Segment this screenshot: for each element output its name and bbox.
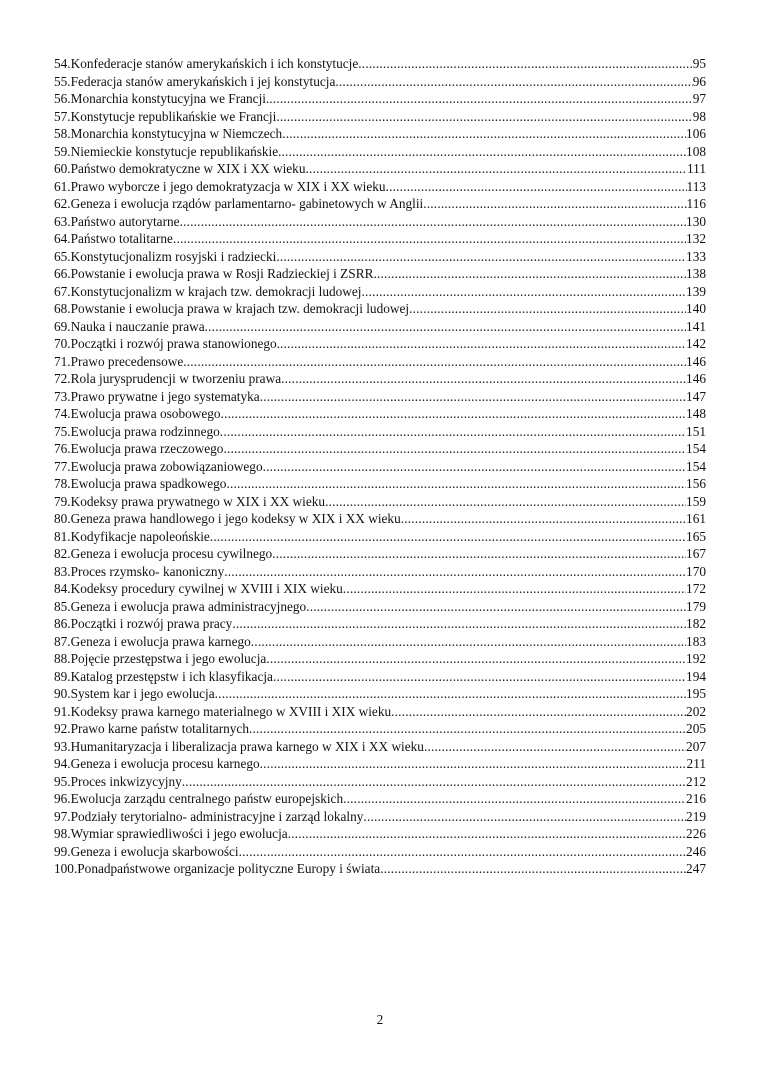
toc-dot-leader xyxy=(215,685,686,703)
toc-entry-page: 219 xyxy=(686,808,706,824)
toc-entry xyxy=(54,790,706,808)
toc-entry xyxy=(54,493,706,511)
toc-entry-title: 64.Państwo totalitarne xyxy=(54,231,173,246)
page-number: 2 xyxy=(376,1012,384,1027)
toc-entry xyxy=(54,703,706,721)
toc-entry xyxy=(54,125,706,143)
toc-dot-leader xyxy=(221,405,687,423)
toc-entry-page: 95 xyxy=(692,56,706,71)
toc-dot-leader xyxy=(276,248,686,266)
toc-entry xyxy=(54,90,706,108)
toc-entry-title: 56.Monarchia konstytucyjna we Francji. xyxy=(54,91,270,106)
table-of-contents xyxy=(54,55,706,878)
toc-entry-page: 211 xyxy=(686,756,706,771)
toc-entry xyxy=(54,370,706,388)
toc-entry-title: 69.Nauka i nauczanie prawa xyxy=(54,318,205,334)
toc-entry xyxy=(54,423,706,441)
toc-entry-page: 182 xyxy=(686,616,706,631)
toc-dot-leader xyxy=(269,90,692,108)
toc-entry-title: 99.Geneza i ewolucja skarbowości xyxy=(54,843,239,859)
toc-entry-page: 179 xyxy=(686,598,706,614)
toc-entry-title: 92.Prawo karne państw totalitarnych xyxy=(54,721,249,736)
toc-dot-leader xyxy=(306,598,686,616)
toc-entry-title: 59.Niemieckie konstytucje republikańskie. xyxy=(54,143,282,159)
toc-entry xyxy=(54,668,706,686)
toc-dot-leader xyxy=(363,808,686,826)
toc-entry-title: 77.Ewolucja prawa zobowiązaniowego xyxy=(54,458,263,474)
toc-entry-title: 87.Geneza i ewolucja prawa karnego xyxy=(54,633,251,649)
toc-entry xyxy=(54,265,706,283)
toc-entry-title: 62.Geneza i ewolucja rządów parlamentarno- gabinetowych w Anglii xyxy=(54,196,424,211)
toc-entry-page: 140 xyxy=(686,301,706,316)
toc-dot-leader xyxy=(223,440,686,458)
toc-entry-page: 130 xyxy=(686,213,706,229)
toc-entry xyxy=(54,248,706,266)
toc-dot-leader xyxy=(263,458,686,476)
toc-entry-page: 133 xyxy=(686,248,706,264)
toc-dot-leader xyxy=(224,563,686,581)
toc-entry xyxy=(54,458,706,476)
toc-dot-leader xyxy=(173,230,686,248)
toc-entry-title: 65.Konstytucjonalizm rosyjski i radziecki xyxy=(54,248,277,264)
toc-entry xyxy=(54,650,706,668)
toc-dot-leader xyxy=(325,493,686,511)
toc-entry-page: 192 xyxy=(686,651,706,666)
toc-entry-title: 83.Proces rzymsko- kanoniczny xyxy=(54,563,225,579)
toc-entry-page: 246 xyxy=(686,843,706,859)
toc-entry xyxy=(54,773,706,791)
toc-entry-title: 72.Rola jurysprudencji w tworzeniu prawa xyxy=(54,371,282,386)
toc-entry-page: 156 xyxy=(686,476,706,491)
toc-entry xyxy=(54,808,706,826)
toc-entry-page: 132 xyxy=(686,231,706,246)
toc-entry-page: 183 xyxy=(686,633,706,649)
toc-entry-title: 68.Powstanie i ewolucja prawa w krajach tzw. demokracji ludowej xyxy=(54,301,410,316)
toc-entry-title: 86.Początki i rozwój prawa pracy xyxy=(54,616,233,631)
toc-entry-title: 81.Kodyfikacje napoleońskie xyxy=(54,528,210,544)
toc-entry-page: 147 xyxy=(686,388,706,404)
toc-dot-leader xyxy=(183,353,686,371)
toc-entry-page: 146 xyxy=(686,371,706,386)
toc-entry-page: 96 xyxy=(692,73,706,89)
toc-entry xyxy=(54,388,706,406)
toc-entry-page: 170 xyxy=(686,563,706,579)
toc-dot-leader xyxy=(281,143,686,161)
toc-entry-title: 67.Konstytucjonalizm w krajach tzw. demokracji ludowej xyxy=(54,283,362,299)
toc-entry-title: 78.Ewolucja prawa spadkowego xyxy=(54,476,227,491)
toc-entry xyxy=(54,335,706,353)
toc-entry xyxy=(54,633,706,651)
toc-entry xyxy=(54,545,706,563)
toc-entry-page: 226 xyxy=(686,826,706,841)
toc-entry xyxy=(54,73,706,91)
toc-entry-page: 165 xyxy=(686,528,706,544)
toc-entry-page: 159 xyxy=(686,493,706,509)
toc-entry xyxy=(54,300,706,318)
toc-dot-leader xyxy=(282,125,686,143)
toc-entry-title: 98.Wymiar sprawiedliwości i jego ewolucja xyxy=(54,826,288,841)
toc-entry xyxy=(54,580,706,598)
toc-dot-leader xyxy=(180,213,686,231)
toc-entry xyxy=(54,563,706,581)
toc-entry-page: 247 xyxy=(686,861,706,876)
toc-entry-page: 207 xyxy=(686,738,706,754)
toc-dot-leader xyxy=(280,335,686,353)
toc-entry-title: 97.Podziały terytorialno- administracyjne i zarząd lokalny xyxy=(54,808,364,824)
toc-dot-leader xyxy=(220,423,686,441)
toc-dot-leader xyxy=(343,580,686,598)
toc-dot-leader xyxy=(182,773,686,791)
toc-dot-leader xyxy=(260,755,687,773)
toc-dot-leader xyxy=(343,790,686,808)
toc-dot-leader xyxy=(251,633,686,651)
toc-entry xyxy=(54,598,706,616)
toc-entry xyxy=(54,195,706,213)
toc-dot-leader xyxy=(361,283,686,301)
toc-entry-title: 66.Powstanie i ewolucja prawa w Rosji Radzieckiej i ZSRR xyxy=(54,266,374,281)
toc-dot-leader xyxy=(276,108,692,126)
toc-entry-title: 79.Kodeksy prawa prywatnego w XIX i XX wieku xyxy=(54,493,326,509)
toc-entry-title: 80.Geneza prawa handlowego i jego kodeksy w XIX i XX wieku xyxy=(54,511,401,526)
toc-dot-leader xyxy=(273,668,686,686)
toc-entry-page: 154 xyxy=(686,441,706,456)
toc-entry xyxy=(54,318,706,336)
toc-entry-title: 89.Katalog przestępstw i ich klasyfikacja xyxy=(54,668,273,684)
toc-entry xyxy=(54,755,706,773)
toc-entry-page: 216 xyxy=(686,791,706,806)
toc-entry-title: 55.Federacja stanów amerykańskich i jej konstytucja xyxy=(54,73,336,89)
toc-entry-title: 93.Humanitaryzacja i liberalizacja prawa karnego w XIX i XX wieku xyxy=(54,738,424,754)
toc-entry-page: 205 xyxy=(686,721,706,736)
toc-dot-leader xyxy=(423,195,686,213)
toc-entry-title: 96.Ewolucja zarządu centralnego państw europejskich xyxy=(54,791,344,806)
toc-entry-title: 76.Ewolucja prawa rzeczowego xyxy=(54,441,224,456)
toc-entry xyxy=(54,55,706,73)
toc-entry-page: 167 xyxy=(686,546,706,561)
toc-entry-title: 58.Monarchia konstytucyjna w Niemczech xyxy=(54,126,283,141)
toc-dot-leader xyxy=(424,738,686,756)
toc-entry xyxy=(54,720,706,738)
toc-entry-title: 95.Proces inkwizycyjny xyxy=(54,773,182,789)
toc-dot-leader xyxy=(210,528,686,546)
toc-entry xyxy=(54,843,706,861)
toc-dot-leader xyxy=(226,475,686,493)
toc-entry-page: 202 xyxy=(686,703,706,719)
toc-entry xyxy=(54,353,706,371)
toc-dot-leader xyxy=(373,265,686,283)
toc-entry-page: 116 xyxy=(686,196,706,211)
toc-entry-page: 195 xyxy=(686,686,706,701)
toc-entry-title: 71.Prawo precedensowe xyxy=(54,353,184,369)
toc-entry-page: 97 xyxy=(692,91,706,106)
toc-entry-page: 172 xyxy=(686,581,706,596)
toc-entry xyxy=(54,738,706,756)
toc-entry-page: 111 xyxy=(687,161,706,176)
toc-dot-leader xyxy=(239,843,686,861)
toc-dot-leader xyxy=(409,300,686,318)
toc-entry-page: 161 xyxy=(686,511,706,526)
toc-entry-title: 85.Geneza i ewolucja prawa administracyjnego xyxy=(54,598,307,614)
toc-entry-title: 84.Kodeksy procedury cywilnej w XVIII i XIX wieku xyxy=(54,581,343,596)
toc-dot-leader xyxy=(305,160,687,178)
toc-entry xyxy=(54,213,706,231)
toc-entry-title: 57.Konstytucje republikańskie we Francji xyxy=(54,108,277,124)
toc-dot-leader xyxy=(272,545,686,563)
toc-entry-title: 90.System kar i jego ewolucja xyxy=(54,686,215,701)
toc-entry-title: 75.Ewolucja prawa rodzinnego xyxy=(54,423,220,439)
toc-entry-title: 70.Początki i rozwój prawa stanowionego. xyxy=(54,336,280,351)
toc-entry-page: 142 xyxy=(686,336,706,351)
toc-entry-page: 151 xyxy=(686,423,706,439)
toc-entry-title: 54.Konfederacje stanów amerykańskich i ich konstytucje xyxy=(54,56,359,71)
toc-dot-leader xyxy=(401,510,686,528)
toc-dot-leader xyxy=(358,55,692,73)
toc-dot-leader xyxy=(386,178,687,196)
toc-entry-title: 60.Państwo demokratyczne w XIX i XX wieku xyxy=(54,161,306,176)
toc-entry-title: 61.Prawo wyborcze i jego demokratyzacja w XIX i XX wieku xyxy=(54,178,386,194)
toc-dot-leader xyxy=(380,860,686,878)
toc-entry xyxy=(54,510,706,528)
toc-entry-page: 139 xyxy=(686,283,706,299)
toc-dot-leader xyxy=(249,720,686,738)
toc-entry-page: 108 xyxy=(686,143,706,159)
toc-dot-leader xyxy=(391,703,686,721)
toc-entry-page: 146 xyxy=(686,353,706,369)
toc-entry xyxy=(54,405,706,423)
toc-entry-page: 113 xyxy=(686,178,706,194)
toc-entry xyxy=(54,283,706,301)
toc-entry xyxy=(54,615,706,633)
toc-entry-page: 154 xyxy=(686,458,706,474)
toc-entry-title: 88.Pojęcie przestępstwa i jego ewolucja xyxy=(54,651,267,666)
toc-entry xyxy=(54,860,706,878)
toc-dot-leader xyxy=(266,650,686,668)
toc-entry xyxy=(54,825,706,843)
toc-entry xyxy=(54,528,706,546)
toc-entry-title: 63.Państwo autorytarne xyxy=(54,213,180,229)
toc-entry-page: 141 xyxy=(686,318,706,334)
toc-entry-page: 106 xyxy=(686,126,706,141)
toc-dot-leader xyxy=(335,73,692,91)
toc-entry-page: 98 xyxy=(692,108,706,124)
toc-entry-page: 194 xyxy=(686,668,706,684)
toc-entry xyxy=(54,178,706,196)
toc-entry xyxy=(54,230,706,248)
toc-entry xyxy=(54,475,706,493)
toc-dot-leader xyxy=(232,615,686,633)
toc-dot-leader xyxy=(260,388,686,406)
toc-entry-title: 100.Ponadpaństwowe organizacje polityczne Europy i świata xyxy=(54,861,381,876)
toc-entry xyxy=(54,160,706,178)
toc-entry-page: 148 xyxy=(686,406,706,421)
toc-entry xyxy=(54,143,706,161)
toc-entry-title: 91.Kodeksy prawa karnego materialnego w XVIII i XIX wieku xyxy=(54,703,392,719)
toc-entry xyxy=(54,108,706,126)
toc-entry xyxy=(54,685,706,703)
toc-entry-page: 138 xyxy=(686,266,706,281)
toc-entry-page: 212 xyxy=(686,773,706,789)
toc-dot-leader xyxy=(281,370,686,388)
toc-entry-title: 82.Geneza i ewolucja procesu cywilnego xyxy=(54,546,273,561)
toc-entry-title: 94.Geneza i ewolucja procesu karnego xyxy=(54,756,260,771)
toc-dot-leader xyxy=(205,318,686,336)
toc-entry xyxy=(54,440,706,458)
toc-dot-leader xyxy=(288,825,686,843)
toc-entry-title: 74.Ewolucja prawa osobowego xyxy=(54,406,221,421)
toc-entry-title: 73.Prawo prywatne i jego systematyka xyxy=(54,388,260,404)
